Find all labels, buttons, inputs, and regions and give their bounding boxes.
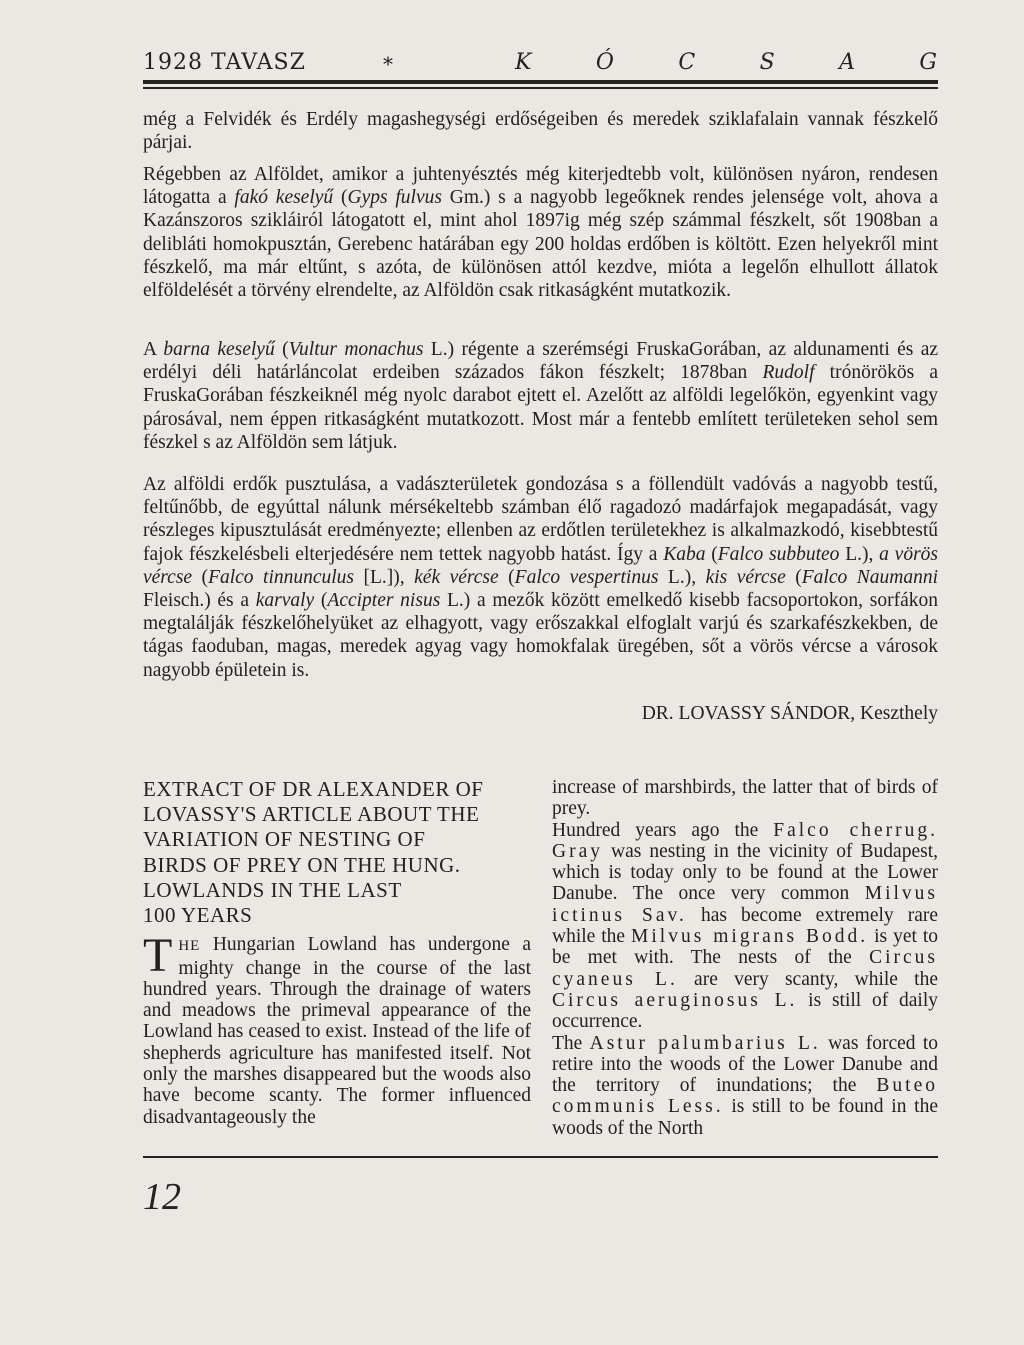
english-summary-left-column	[143, 777, 531, 1128]
latin-name: Vultur monachus	[288, 339, 424, 360]
species-name: barna keselyű	[163, 339, 275, 360]
paragraph-2: Régebben az Alföldet, amikor a juhtenyésztés még kiterjedtebb volt, különösen nyáron, rendesen látogatta a fakó keselyű (Gyps fulvus Gm.) s a nagyobb legeőknek rendes jelensége volt, ahova a Kazánszoros szikláiról látogatott el, mint ahol 1897ig még szép számmal fészkelt, sőt 1908ban a delibláti homokpusztán, Gerebenc határában egy 200 holdas erdőben is költött. Ezen helyekről mint fészkelő, ma már eltűnt, s azóta, de különösen attól kezdve, mióta a legelőn elhullott állatok elföldelését a törvény elrendelte, az Alföldön csak ritkaságként mutatkozik.	[143, 164, 939, 302]
page-number: 12	[143, 1176, 181, 1218]
drop-cap: T	[143, 929, 173, 983]
person-name: Rudolf	[762, 362, 815, 384]
english-paragraph: Hundred years ago the Falco cherrug. Gray was nesting in the vicinity of Budapest, which is today only to be found at the Lower Danube. The once very common Milvus ictinus Sav. has become extremely rare while the Milvus migrans Bodd. is yet to be met with. The nests of the Circus cyaneus L. are very scanty, while the Circus aeruginosus L. is still of daily occurrence.	[552, 819, 939, 1033]
issue-label: 1928 TAVASZ	[143, 50, 306, 75]
paragraph-3: A barna keselyű (Vultur monachus L.) régente a szerémségi FruskaGorában, az aldunamenti és az erdélyi déli határláncolat erdeiben százados fákon fészkelt; 1878ban Rudolf trónörökös a FruskaGorában fészkeiknél még nyolc darabot ejtett el. Azelőtt az alföldi legelőkön, egyenkint vagy párosával, nem éppen ritkaságként mutatkozott. Most már a fentebb említett területeken sehol sem fészkel s az Alföldön sem látjuk.	[143, 339, 939, 453]
species-name: fakó keselyű	[234, 187, 334, 209]
running-header	[143, 50, 938, 90]
latin-name: Gyps fulvus	[347, 187, 442, 209]
header-rule-bottom	[143, 87, 938, 89]
magazine-letter: K	[515, 50, 533, 75]
author-signature: DR. LOVASSY SÁNDOR, Keszthely	[641, 703, 938, 724]
magazine-letter: S	[759, 50, 776, 75]
header-star: *	[383, 52, 394, 76]
article-title: EXTRACT OF DR ALEXANDER OF LOVASSY'S ARTICLE ABOUT THE VARIATION OF NESTING OF BIRDS OF PREY ON THE HUNG. LOWLANDS IN THE LAST 100 YEARS	[143, 777, 484, 928]
magazine-letter: Ó	[595, 50, 615, 75]
paragraph-1: még a Felvidék és Erdély magashegységi erdőségeiben és meredek sziklafalain vannak fészkelő párjai.	[143, 109, 938, 154]
paragraph-4: Az alföldi erdők pusztulása, a vadászterületek gondozása s a föllendült vadóvás a nagyobb testű, feltűnőbb, de egyúttal nálunk mérsékeltebb számban élő ragadozó madárfajok megapadását, vagy részleges kipusztulását eredményezte; ellenben az erdőtlen területekhez is alkalmazkodó, kisebbtestű fajok fészkelésbeli elterjedésére nem tettek nagyobb hatást. Így a Kaba (Falco subbuteo L.), a vörös vércse (Falco tinnunculus [L.]), kék vércse (Falco vespertinus L.), kis vércse (Falco Naumanni Fleisch.) és a karvaly (Accipter nisus L.) a mezők között emelkedő kisebb facsoportokon, sorfákon megtalálják fészkelőhelyüket az elhagyott, vagy erőszakkal elfoglalt varjú és szarkafészkekben, de tágas faoduban, magas, meredek agyag vagy homokfalak üregében, sőt a vörös vércse a városok nagyobb épületein is.	[143, 474, 938, 681]
english-body-left: THE Hungarian Lowland has undergone a mighty change in the course of the last hundred years. Through the drainage of waters and meadows the primeval appearance of the Lowland has ceased to exist. Instead of the life of shepherds agriculture has manifested itself. Not only the marshes disappeared but the woods also have become scanty. The former influenced disadvantageously the	[143, 929, 531, 1128]
magazine-letter: C	[678, 50, 697, 75]
english-paragraph: The Astur palumbarius L. was forced to retire into the woods of the Lower Danube and the territory of inundations; the Buteo communis Less. is still to be found in the woods of the North	[552, 1032, 939, 1139]
magazine-letter: G	[919, 50, 938, 75]
footer-rule	[143, 1156, 938, 1158]
magazine-title	[515, 50, 938, 75]
magazine-letter: A	[839, 50, 856, 75]
english-paragraph: increase of marshbirds, the latter that of birds of prey.	[552, 777, 938, 820]
english-summary-right-column	[552, 777, 938, 1139]
header-rule-top	[143, 80, 938, 84]
